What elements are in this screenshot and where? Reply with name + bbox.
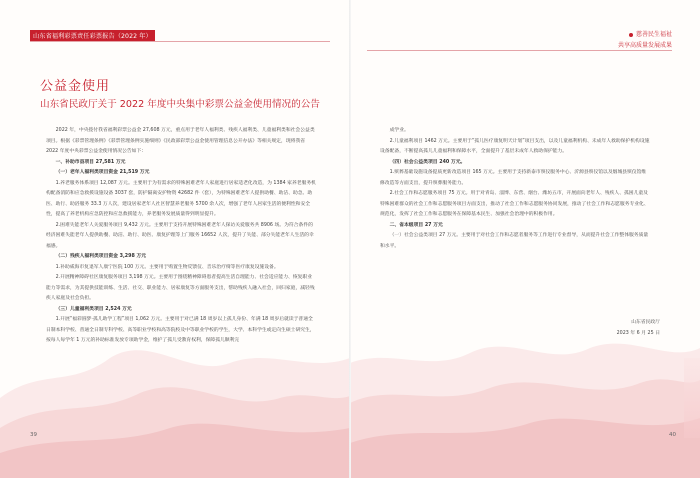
header-tag-text: 山东省福利彩票责任彩票报告（2022 年） bbox=[33, 33, 152, 40]
signature-date: 2023 年 6 月 25 日 bbox=[616, 331, 660, 336]
section-title: 公益金使用 bbox=[40, 79, 111, 94]
left-body-text bbox=[46, 126, 316, 347]
paragraph: 成学业。 bbox=[389, 128, 409, 133]
header-divider bbox=[367, 50, 672, 51]
paragraph: 1.殡葬基础设施设备提质更新改造项目 165 万元。主要用于支持新泰市殡仪服务中心、沂源县殡仪馆以及烟城县殡仪馆维修改造等方面支出，提升殡葬服务能力。 bbox=[380, 170, 647, 186]
document-title: 山东省民政厅关于 2022 年度中央集中彩票公益金使用情况的公告 bbox=[40, 99, 320, 110]
paragraph: 2.社会工作和志愿服务项目 75 万元。用于对青岛、淄博、东营、烟台、潍坊五市，开展面向老年人、残疾人、孤困儿童及特殊困难群众的社会工作和志愿服务项目方面支出，推动了社会工作和志愿服务协同发展，推动了社会工作和志愿服务专业化、规范化，发挥了社会工作和志愿服务在保障基本民生、加强社会治理中的积极作用。 bbox=[380, 191, 649, 217]
right-body-text bbox=[380, 126, 650, 252]
right-page bbox=[350, 0, 700, 478]
running-header-line2: 共享高质量发展成果 bbox=[617, 42, 672, 49]
bullet-dot-icon bbox=[629, 33, 633, 37]
paragraph: 2.困难失能老年人关爱服务项目 9,432 万元。主要用于支持开展特殊困难老年人探访关爱服务共 8906 场。为符合条件的经济困难失能老年人提供助餐、助洁、助行、助医、康复护理等上门服务 16652 人次，提升了失能、部分失能老年人生活的幸福感。 bbox=[46, 222, 314, 249]
mountain-background bbox=[350, 278, 700, 478]
decorative-side-strip bbox=[684, 358, 700, 438]
book-gutter bbox=[349, 0, 351, 478]
running-header bbox=[618, 29, 672, 49]
header-divider bbox=[30, 41, 330, 42]
page-number-left: 39 bbox=[30, 432, 37, 438]
paragraph: 2022 年，中央拨付我省福利彩票公益金 27,608 万元，重点用于老年人福利类、残疾人福利类、儿童福利类和社会公益类项目。根据《彩票管理条例》《彩票管理条例实施细则》《民政部彩票公益金使用管理信息公开办法》等相关规定，现将我省 2022 年度中央彩票公益金使用情况公告如下： bbox=[46, 128, 315, 154]
paragraph: 1.补助威海市复退军人康宁医院 100 万元。主要用于购置生物反馈仪、音乐治疗椅等医疗康复设施设备。 bbox=[55, 264, 279, 270]
heading: （一）老年人福利类项目资金 21,519 万元 bbox=[55, 170, 150, 175]
heading: 二、省本级项目 27 万元 bbox=[389, 222, 443, 228]
paragraph: 1.养老服务体系项目 12,087 万元。主要用于为有需求的特殊困难老年人家庭进行居家适老化改造，为 1384 家养老服务机构配备消防和应急救援设施设备 3037 套，防护隔离安护物资 42682 件（套），为特殊困难老年人提供助餐、助洁、助急、助医、助行、助浴服务 33.3 万人次，建设居家老年人社区智慧养老服务 5700 余人次，增强了老年人居家生活的便利性和安全性，提高了养老机构应急防控和应急救援能力，养老服务发展质量得到明显提升。 bbox=[46, 180, 316, 217]
paragraph: 2.开展精神障碍社区康复服务项目 3,198 万元。主要用于围绕精神障碍患者提高生活自理能力、社会适应能力、恢复职业能力等需求，为其提供技能训练、生活、社交、职业能力、居家康复等方面服务支出，帮助残疾人融入社会，回归家庭，减轻残疾人家庭及社会负担。 bbox=[46, 275, 315, 301]
heading: （四）社会公益类项目 240 万元。 bbox=[389, 159, 466, 165]
paragraph: 2.儿童福利项目 1462 万元。主要用于“孤儿医疗康复明天计划”项目支出，以及儿童福利机构、未成年人救助保护机构设施设备配备，不断提高孤儿儿童福利和保障水平，全面提升了基层未成年人救助保护能力。 bbox=[380, 138, 650, 154]
paragraph: （一）社会公益类项目 27 万元。主要用于对社会工作和志愿者服务等工作进行专业督导，从而提升社会工作整体服务质量和水平。 bbox=[380, 233, 649, 249]
paragraph: 1.开展“福彩圆梦·孤儿助学工程”项目 1,062 万元。主要用于对已满 18 周岁以上孤儿身份、年满 18 周岁后就读于普通全日制本科学校、普通全日制专科学校、高等职业学校和高等院校及中等职业学校的学生，大学、本科学生或定向生硕士研究生，按每人每学年 1 万元的补助标准发放专项助学金，维护了孤儿受教育权利，保障孤儿顺利完 bbox=[46, 317, 315, 343]
running-header-line1: 慈善民生福祉 bbox=[635, 31, 672, 38]
page-number-right: 40 bbox=[669, 432, 676, 438]
heading: 一、补助市县项目 27,581 万元 bbox=[55, 159, 126, 165]
heading: （二）残疾人福利类项目资金 3,298 万元 bbox=[55, 254, 147, 259]
signature-org: 山东省民政厅 bbox=[631, 320, 660, 325]
heading: （三）儿童福利类项目 2,524 万元 bbox=[55, 306, 132, 312]
